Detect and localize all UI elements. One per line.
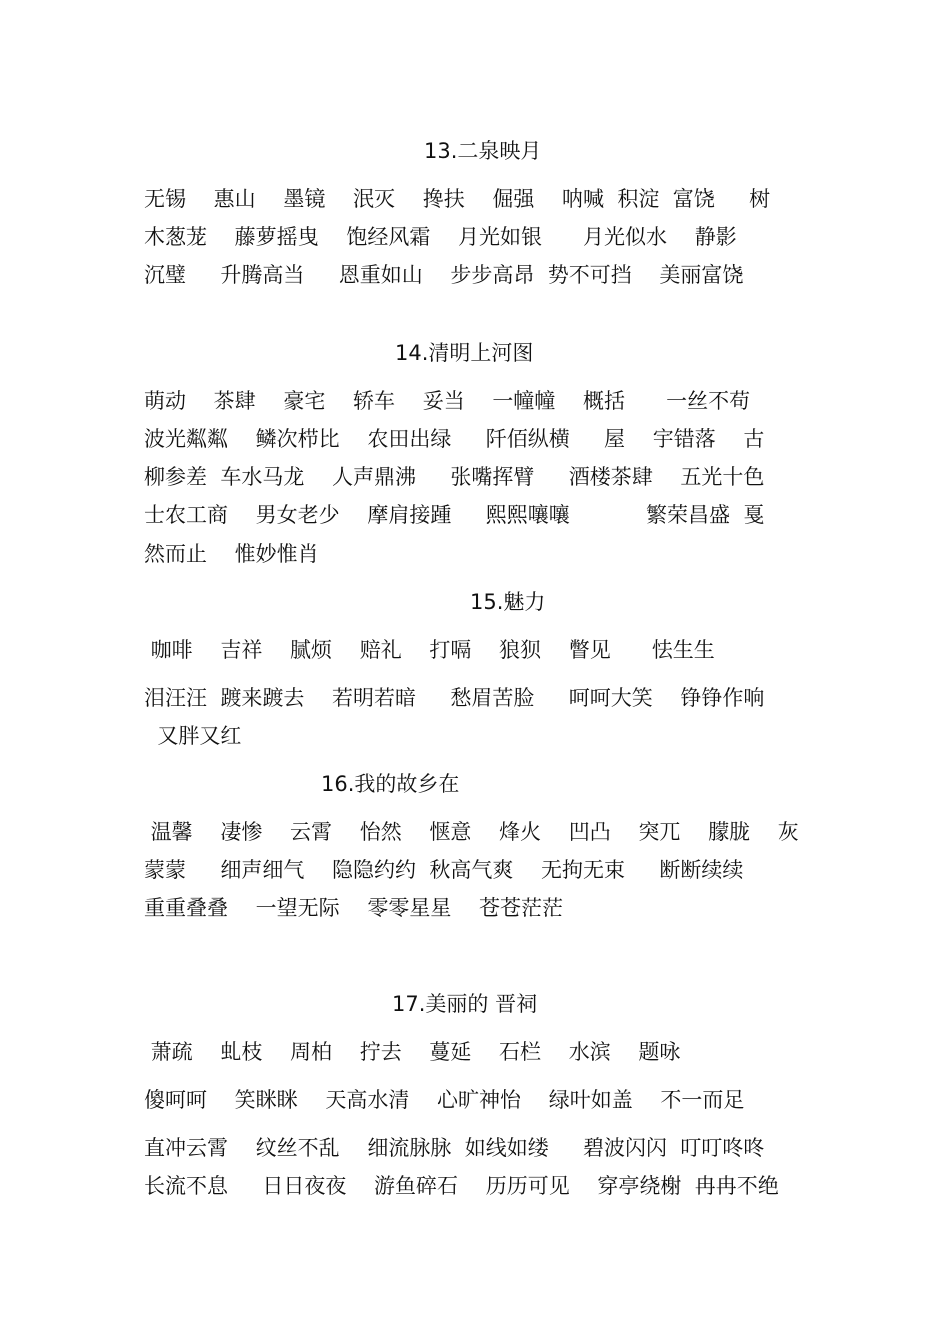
- word-line: 咖啡 吉祥 腻烦 赔礼 打嗝 狼狈 瞥见 怯生生: [144, 638, 715, 662]
- word-line: 然而止 惟妙惟肖: [144, 542, 319, 566]
- word-line: 又胖又红: [144, 724, 242, 748]
- word-line: 温馨 凄惨 云霄 怡然 惬意 烽火 凹凸 突兀 朦胧 灰: [144, 820, 799, 844]
- word-line: 长流不息 日日夜夜 游鱼碎石 历历可见 穿亭绕榭 冉冉不绝: [144, 1174, 779, 1198]
- word-line: 无锡 惠山 墨镜 泯灭 搀扶 倔强 呐喊 积淀 富饶 树: [144, 187, 771, 211]
- word-line: 柳参差 车水马龙 人声鼎沸 张嘴挥臂 酒楼茶肆 五光十色: [144, 465, 765, 489]
- word-line: 士农工商 男女老少 摩肩接踵 熙熙嚷嚷 繁荣昌盛 戛: [144, 503, 765, 527]
- word-line: 蒙蒙 细声细气 隐隐约约 秋高气爽 无拘无束 断断续续: [144, 858, 744, 882]
- section-title-16: 16.我的故乡在: [321, 772, 460, 796]
- word-line: 傻呵呵 笑眯眯 天高水清 心旷神怡 绿叶如盖 不一而足: [144, 1088, 745, 1112]
- word-line: 泪汪汪 踱来踱去 若明若暗 愁眉苦脸 呵呵大笑 铮铮作响: [144, 686, 765, 710]
- word-line: 波光粼粼 鳞次栉比 农田出绿 阡佰纵横 屋 宇错落 古: [144, 427, 765, 451]
- section-title-13: 13.二泉映月: [424, 139, 542, 163]
- word-line: 萧疏 虬枝 周柏 拧去 蔓延 石栏 水滨 题咏: [144, 1040, 681, 1064]
- section-title-15: 15.魅力: [470, 590, 546, 614]
- word-line: 沉璧 升腾高当 恩重如山 步步高昂 势不可挡 美丽富饶: [144, 263, 744, 287]
- word-line: 直冲云霄 纹丝不乱 细流脉脉 如线如缕 碧波闪闪 叮叮咚咚: [144, 1136, 765, 1160]
- section-title-17: 17.美丽的 晋祠: [392, 992, 538, 1016]
- section-title-14: 14.清明上河图: [395, 341, 534, 365]
- word-line: 萌动 茶肆 豪宅 轿车 妥当 一幢幢 概括 一丝不苟: [144, 389, 751, 413]
- word-line: 重重叠叠 一望无际 零零星星 苍苍茫茫: [144, 896, 564, 920]
- word-line: 木葱茏 藤萝摇曳 饱经风霜 月光如银 月光似水 静影: [144, 225, 737, 249]
